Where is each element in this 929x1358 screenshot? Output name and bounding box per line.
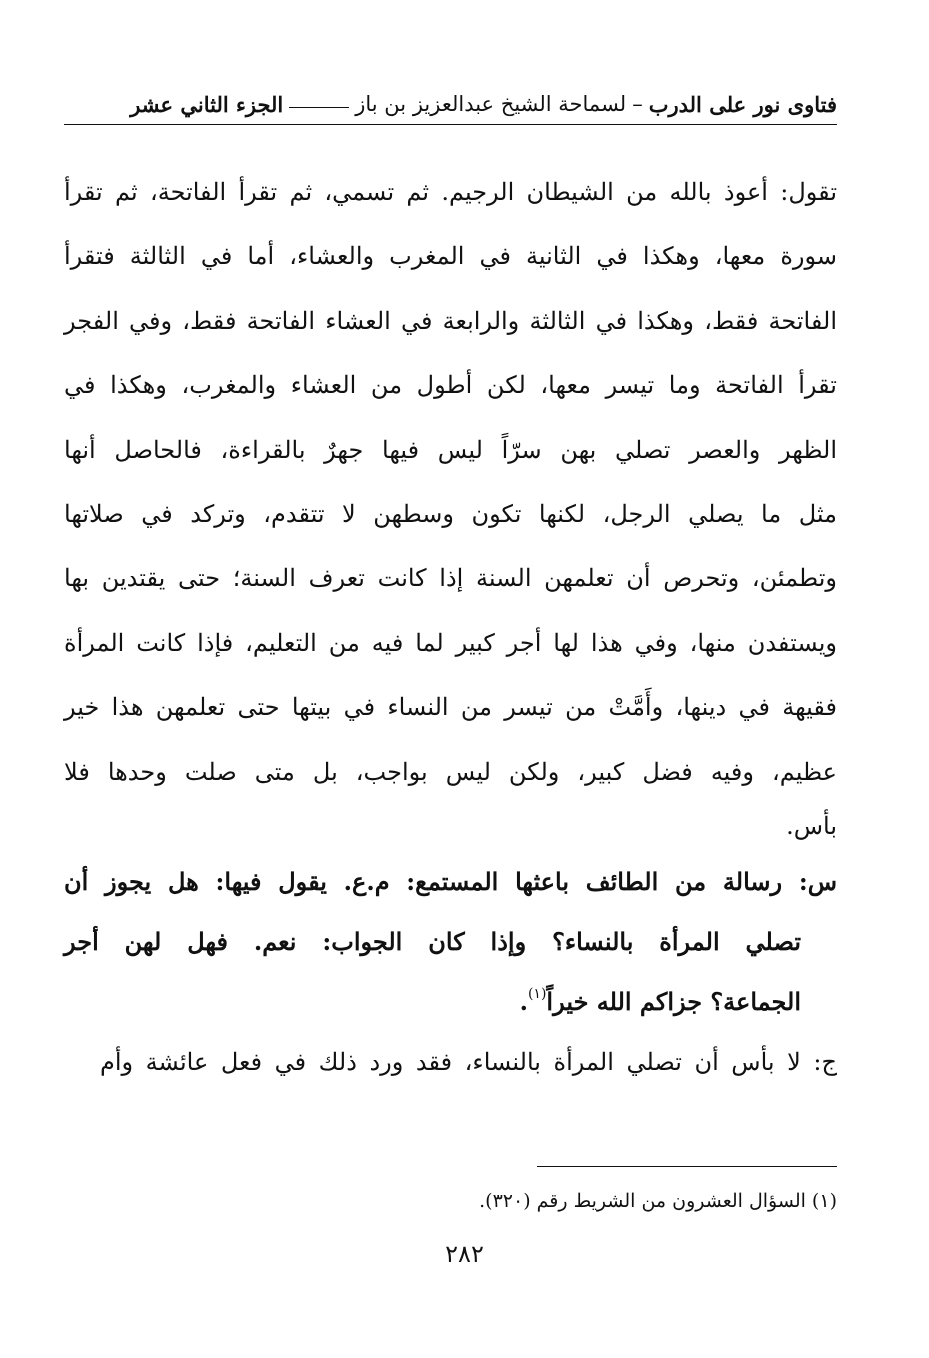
question-end: . (519, 986, 528, 1016)
answer-line: تقرأ الفاتحة وما تيسر معها، لكن أطول من العشاء والمغرب، وهكذا في (64, 371, 837, 400)
question-block (64, 852, 837, 1032)
answer-line: عظيم، وفيه فضل كبير، ولكن ليس بواجب، بل متى صلت وحدها فلا (64, 757, 837, 786)
answer-line: مثل ما يصلي الرجل، لكنها تكون وسطهن لا تتقدم، وتركد في صلاتها (64, 499, 837, 528)
question-text: الجماعة؟ جزاكم الله خيراً (546, 986, 801, 1016)
question-line: تصلي المرأة بالنساء؟ وإذا كان الجواب: نعم. فهل لهن أجر (64, 926, 801, 956)
running-header (64, 86, 837, 122)
book-title: فتاوى نور على الدرب (648, 91, 837, 117)
page-body (64, 160, 837, 1092)
answer-line: ويستفدن منها، وفي هذا لها أجر كبير لما فيه من التعليم، فإذا كانت المرأة (64, 628, 837, 657)
footnote-marker: (١) (527, 985, 547, 1002)
header-dash-rule (289, 107, 349, 108)
author-name: لسماحة الشيخ عبدالعزيز بن باز (355, 92, 627, 116)
answer-line: فقيهة في دينها، وأَمَّتْ من تيسر من النساء في بيتها حتى تعلمهن هذا خير (64, 693, 837, 722)
part-label: الجزء الثاني عشر (130, 91, 284, 117)
answer-line: تقول: أعوذ بالله من الشيطان الرجيم. ثم تسمي، ثم تقرأ الفاتحة، ثم تقرأ (64, 178, 837, 206)
answer-line: الفاتحة فقط، وهكذا في الثالثة والرابعة في العشاء الفاتحة فقط، وفي الفجر (64, 306, 837, 335)
question-line-last (64, 972, 837, 1032)
header-dash: – (632, 92, 643, 116)
answer-line: وتطمئن، وتحرص أن تعلمهن السنة إذا كانت تعرف السنة؛ حتى يقتدين بها (64, 564, 837, 593)
answer-line: سورة معها، وهكذا في الثانية في المغرب والعشاء، أما في الثالثة فتقرأ (64, 242, 837, 271)
next-answer-line: ج: لا بأس أن تصلي المرأة بالنساء، فقد ورد ذلك في فعل عائشة وأم (100, 1047, 837, 1076)
answer-line: الظهر والعصر تصلي بهن سرّاً ليس فيها جهرٌ بالقراءة، فالحاصل أنها (64, 435, 837, 464)
page-number: ٢٨٢ (445, 1240, 484, 1268)
answer-line: بأس. (786, 811, 837, 840)
header-divider (64, 124, 837, 125)
question-line: س: رسالة من الطائف باعثها المستمع: م.ع. يقول فيها: هل يجوز أن (64, 866, 837, 896)
footnote-divider (537, 1166, 837, 1167)
footnote: (١) السؤال العشرون من الشريط رقم (٣٢٠). (479, 1190, 837, 1212)
